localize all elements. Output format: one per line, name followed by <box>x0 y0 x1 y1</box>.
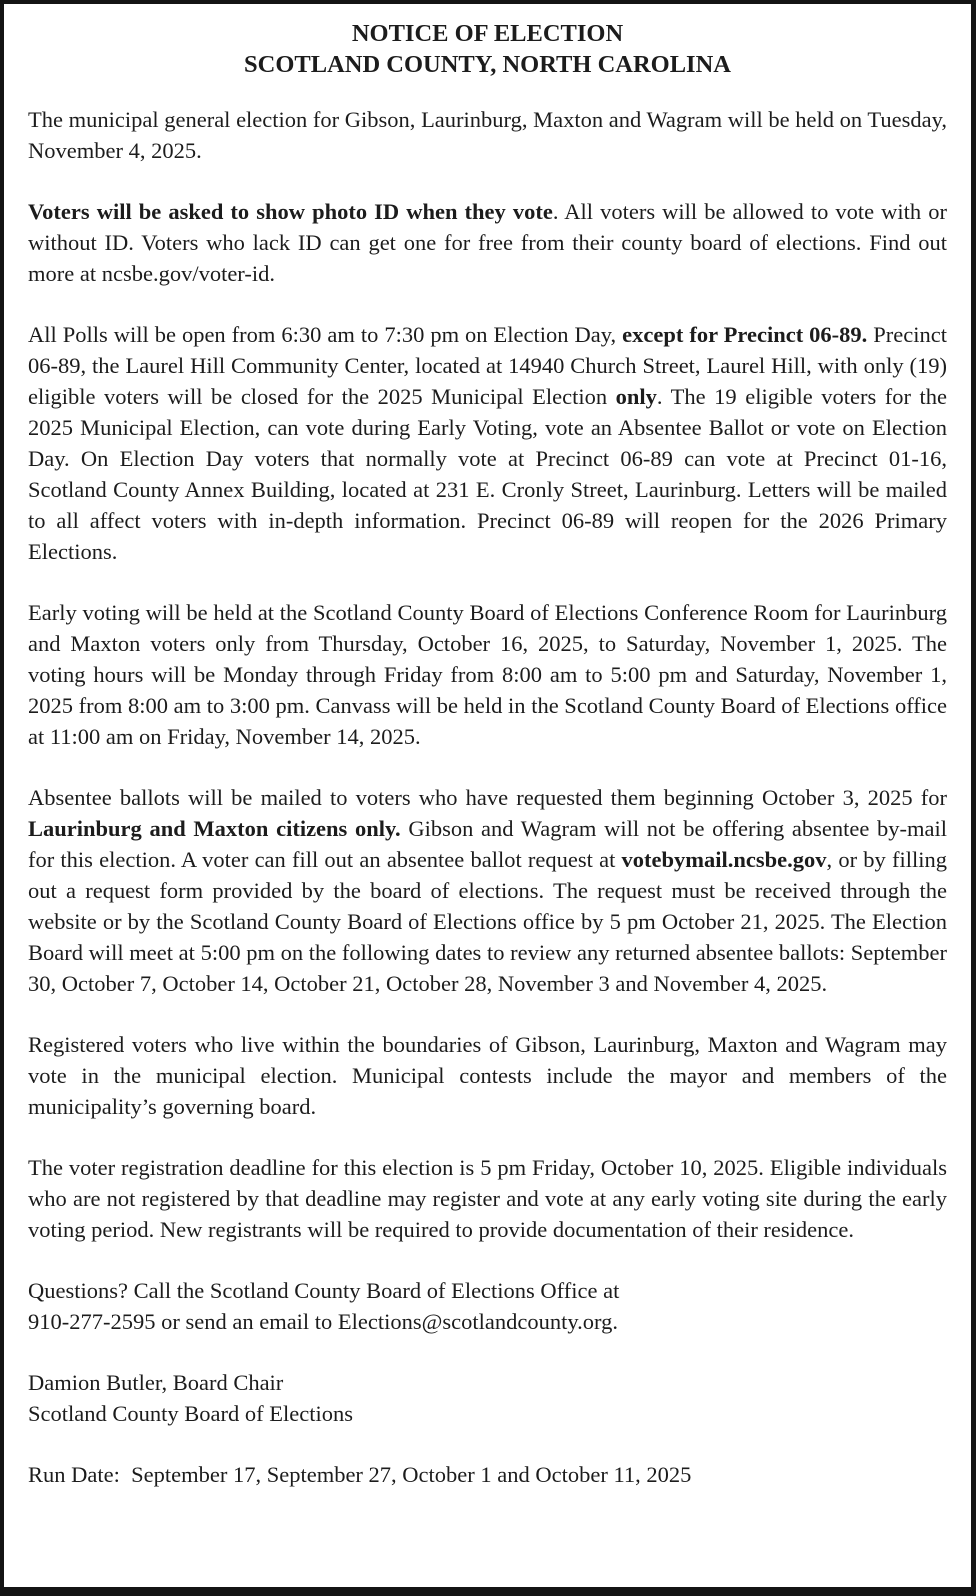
paragraph-questions-contact: Questions? Call the Scotland County Board of Elections Office at 910-277-2595 or send an email to Elections@scotlandcounty.org. <box>28 1278 620 1334</box>
paragraph-precinct-06-89: All Polls will be open from 6:30 am to 7:30 pm on Election Day, except for Precinct 06-89. Precinct 06-89, the Laurel Hill Community Center, located at 14940 Church Street, Laurel Hill, with only (19) eligible voters will be closed for the 2025 Municipal Election only. The 19 eligible voters for the 2025 Municipal Election, can vote during Early Voting, vote an Absentee Ballot or vote on Election Day. On Election Day voters that normally vote at Precinct 06-89 can vote at Precinct 01-16, Scotland County Annex Building, located at 231 E. Cronly Street, Laurinburg. Letters will be mailed to all affect voters with in-depth information. Precinct 06-89 will reopen for the 2026 Primary Elections. <box>28 322 947 564</box>
paragraph-registered-voters: Registered voters who live within the boundaries of Gibson, Laurinburg, Maxton and Wagram may vote in the municipal election. Municipal contests include the mayor and members of the municipality’s governing board. <box>28 1032 947 1119</box>
paragraph-photo-id: Voters will be asked to show photo ID when they vote. All voters will be allowed to vote with or without ID. Voters who lack ID can get one for free from their county board of elections. Find out more at ncsbe.gov/voter-id. <box>28 199 947 286</box>
notice-title-line2: SCOTLAND COUNTY, NORTH CAROLINA <box>244 51 731 78</box>
paragraph-registration-deadline: The voter registration deadline for this election is 5 pm Friday, October 10, 2025. Eligible individuals who are not registered by that deadline may register and vote at any early voting site during the early voting period. New registrants will be required to provide documentation of their residence. <box>28 1155 947 1242</box>
notice-title <box>28 18 947 80</box>
paragraph-early-voting: Early voting will be held at the Scotland County Board of Elections Conference Room for Laurinburg and Maxton voters only from Thursday, October 16, 2025, to Saturday, November 1, 2025. The voting hours will be Monday through Friday from 8:00 am to 5:00 pm and Saturday, November 1, 2025 from 8:00 am to 3:00 pm. Canvass will be held in the Scotland County Board of Elections office at 11:00 am on Friday, November 14, 2025. <box>28 600 947 749</box>
paragraph-absentee-ballots: Absentee ballots will be mailed to voters who have requested them beginning October 3, 2025 for Laurinburg and Maxton citizens only. Gibson and Wagram will not be offering absentee by-mail for this election. A voter can fill out an absentee ballot request at votebymail.ncsbe.gov, or by filling out a request form provided by the board of elections. The request must be received through the website or by the Scotland County Board of Elections office by 5 pm October 21, 2025. The Election Board will meet at 5:00 pm on the following dates to review any returned absentee ballots: September 30, October 7, October 14, October 21, October 28, November 3 and November 4, 2025. <box>28 785 947 996</box>
notice-title-line1: NOTICE OF ELECTION <box>351 20 624 47</box>
paragraph-signature: Damion Butler, Board Chair Scotland County Board of Elections <box>28 1370 353 1426</box>
paragraph-run-date: Run Date: September 17, September 27, October 1 and October 11, 2025 <box>28 1462 692 1487</box>
paragraph-intro: The municipal general election for Gibson, Laurinburg, Maxton and Wagram will be held on Tuesday, November 4, 2025. <box>28 107 947 163</box>
